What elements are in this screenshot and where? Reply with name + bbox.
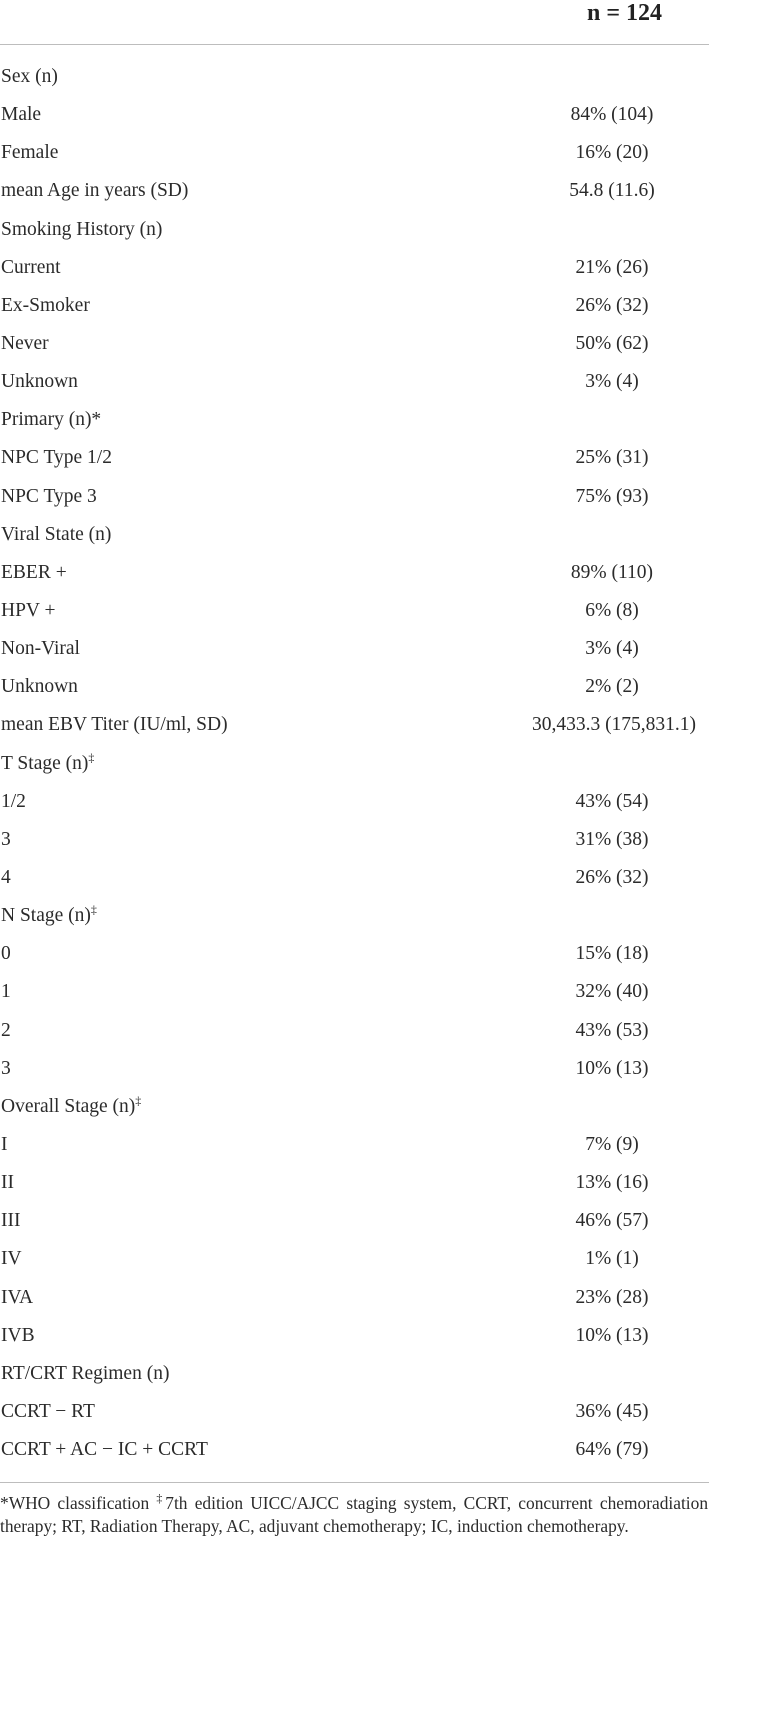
row-label-text: 1/2 (1, 790, 26, 812)
row-label-text: Smoking History (n) (1, 218, 163, 240)
footnote-star: *WHO classification (0, 1493, 157, 1513)
row-label (1, 592, 56, 630)
table-row (0, 1164, 709, 1202)
row-label-text: CCRT + AC − IC + CCRT (1, 1439, 208, 1461)
table-row (0, 363, 709, 401)
table-footnote (0, 1492, 708, 1538)
table-row (0, 1355, 709, 1393)
row-label-text: HPV + (1, 599, 56, 621)
table-row (0, 1393, 709, 1431)
row-label (1, 1164, 14, 1202)
row-label (1, 1279, 33, 1317)
row-label (1, 134, 58, 172)
row-label (1, 554, 67, 592)
footnote-dagger: ‡ (156, 1491, 166, 1506)
row-label-text: mean EBV Titer (IU/ml, SD) (1, 714, 228, 736)
row-value: 43% (54) (575, 790, 649, 812)
table-row (0, 630, 709, 668)
row-label-text: 3 (1, 1057, 11, 1079)
row-value: 3% (4) (585, 638, 639, 660)
table-row (0, 859, 709, 897)
row-value: 54.8 (11.6) (569, 180, 655, 202)
table-row (0, 668, 709, 706)
row-label-text: Non-Viral (1, 638, 80, 660)
row-label (1, 973, 11, 1011)
row-label (1, 1050, 11, 1088)
row-label-text: III (1, 1210, 21, 1232)
table-row (0, 134, 709, 172)
row-label (1, 287, 90, 325)
table-row (0, 516, 709, 554)
row-value: 26% (32) (575, 866, 649, 888)
table-row (0, 1088, 709, 1126)
row-value: 43% (53) (575, 1019, 649, 1041)
row-label (1, 96, 41, 134)
row-label (1, 859, 11, 897)
row-value: 30,433.3 (175,831.1) (531, 714, 697, 736)
footnote-marker: ‡ (90, 902, 97, 917)
row-label-text: Sex (n) (1, 66, 58, 87)
row-label-text: Unknown (1, 676, 78, 698)
table-row (0, 287, 709, 325)
row-label-text: Overall Stage (n) (1, 1095, 136, 1117)
row-label (1, 706, 228, 744)
row-label-text: RT/CRT Regimen (n) (1, 1362, 170, 1384)
footnote-marker: ‡ (88, 750, 95, 765)
table-row (0, 897, 709, 935)
row-label-text: Unknown (1, 371, 78, 393)
row-label-text: IVB (1, 1324, 35, 1346)
row-value: 15% (18) (575, 943, 649, 965)
row-value: 25% (31) (575, 447, 649, 469)
row-label (1, 58, 58, 96)
row-label-text: 3 (1, 828, 11, 850)
row-value: 23% (28) (575, 1286, 649, 1308)
table-row (0, 249, 709, 287)
row-label (1, 897, 97, 935)
row-label-text: Never (1, 332, 49, 354)
row-label (1, 1431, 208, 1469)
table-row (0, 211, 709, 249)
row-label (1, 1393, 95, 1431)
row-label-text: II (1, 1172, 14, 1194)
table-header (0, 0, 709, 45)
row-value: 2% (2) (585, 676, 639, 698)
row-label (1, 668, 78, 706)
row-label (1, 630, 80, 668)
table-row (0, 478, 709, 516)
row-label-text: N Stage (n) (1, 905, 91, 927)
row-value: 89% (110) (570, 561, 654, 583)
table-row (0, 1317, 709, 1355)
row-value: 16% (20) (575, 142, 649, 164)
row-label-text: Female (1, 142, 59, 164)
row-value: 10% (13) (575, 1324, 649, 1346)
table-body (0, 58, 709, 1469)
table-row (0, 935, 709, 973)
table-row (0, 706, 709, 744)
row-value: 46% (57) (575, 1210, 649, 1232)
row-value: 64% (79) (575, 1439, 649, 1461)
row-label-text: IVA (1, 1286, 34, 1308)
footnote-text: 7th edition UICC/AJCC staging system, CCRT, concurrent chemoradiation therapy; RT, Radiation Therapy, AC, adjuvant chemotherapy; IC, induction chemotherapy. (0, 1493, 709, 1536)
row-label (1, 211, 162, 249)
table-row (0, 745, 709, 783)
table-row (0, 783, 709, 821)
row-value: 75% (93) (575, 485, 649, 507)
row-label (1, 1240, 22, 1278)
row-label-text: 4 (1, 866, 11, 888)
row-value: 84% (104) (570, 104, 654, 126)
row-label-text: CCRT − RT (1, 1400, 95, 1422)
table-row (0, 554, 709, 592)
row-label (1, 363, 78, 401)
table-row (0, 172, 709, 210)
row-label-text: 0 (1, 943, 11, 965)
table-row (0, 325, 709, 363)
row-label (1, 1088, 141, 1126)
table-bottom-rule (0, 1482, 709, 1483)
row-value: 3% (4) (585, 371, 639, 393)
row-label (1, 745, 94, 783)
row-value: 7% (9) (585, 1133, 639, 1155)
table-row (0, 1431, 709, 1469)
row-label-text: 1 (1, 981, 11, 1003)
row-label-text: 2 (1, 1019, 11, 1041)
row-label-text: Current (1, 256, 61, 278)
row-value: 21% (26) (575, 256, 649, 278)
row-value: 10% (13) (575, 1057, 649, 1079)
row-label-text: mean Age in years (SD) (1, 180, 189, 202)
row-label-text: I (1, 1133, 8, 1155)
row-value: 31% (38) (575, 828, 649, 850)
row-label-text: NPC Type 3 (1, 485, 97, 507)
table-row (0, 973, 709, 1011)
table-row (0, 96, 709, 134)
row-label (1, 478, 97, 516)
row-label-text: Male (1, 104, 42, 126)
row-label (1, 172, 188, 210)
table-row (0, 1126, 709, 1164)
table-row (0, 1202, 709, 1240)
row-label (1, 1012, 11, 1050)
table-row (0, 821, 709, 859)
row-label (1, 821, 11, 859)
row-value: 13% (16) (575, 1172, 649, 1194)
row-label-text: Ex-Smoker (1, 294, 90, 316)
footnote-marker: ‡ (135, 1093, 142, 1108)
table-row (0, 1050, 709, 1088)
row-label-text: T Stage (n) (1, 752, 89, 774)
row-label (1, 401, 101, 439)
row-value: 32% (40) (575, 981, 649, 1003)
row-label (1, 325, 49, 363)
row-label (1, 935, 11, 973)
table-row (0, 1240, 709, 1278)
table-row (0, 401, 709, 439)
row-label (1, 1202, 20, 1240)
row-value: 36% (45) (575, 1400, 649, 1422)
row-label-text: IV (1, 1248, 22, 1270)
row-label-text: EBER + (1, 561, 67, 583)
table-row (0, 592, 709, 630)
row-label (1, 783, 26, 821)
row-label (1, 516, 111, 554)
row-label (1, 1355, 169, 1393)
row-value: 6% (8) (585, 599, 639, 621)
row-value: 26% (32) (575, 294, 649, 316)
table-row (0, 439, 709, 477)
row-label (1, 249, 61, 287)
table-row (0, 58, 709, 96)
row-label-text: Primary (n)* (1, 409, 102, 431)
table-row (0, 1279, 709, 1317)
row-value: 1% (1) (585, 1248, 639, 1270)
row-label-text: Viral State (n) (1, 523, 112, 545)
row-label (1, 1317, 35, 1355)
row-label (1, 1126, 8, 1164)
row-label-text: NPC Type 1/2 (1, 447, 112, 469)
table-row (0, 1012, 709, 1050)
row-value: 50% (62) (575, 332, 649, 354)
row-label (1, 439, 112, 477)
column-header-n: n = 124 (586, 0, 662, 26)
